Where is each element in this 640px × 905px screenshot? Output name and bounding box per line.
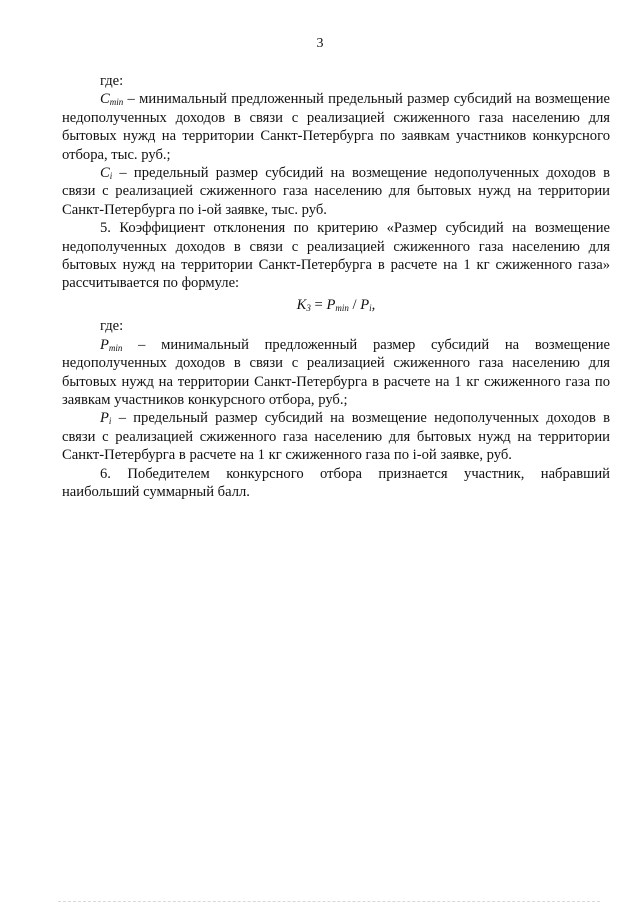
variable-p-min: $P_{min}$: [100, 336, 123, 353]
definition-p-i-text: – предельный размер субсидий на возмещение недополученных доходов в связи с реализацией сжиженного газа населению для бытовых нужд на территории Санкт-Петербурга в расчете на 1 кг сжиженного газа по i-ой заявке, руб.: [62, 410, 610, 464]
where-label-1: где:: [100, 73, 124, 89]
formula-k3: $K_3 = P_{min} / P_i$,: [296, 296, 376, 313]
variable-p-i: $P_i$: [100, 410, 112, 427]
definition-c-min: [62, 90, 610, 164]
definition-c-i: [62, 164, 610, 219]
where-label-2: где:: [100, 318, 124, 335]
document-body: [62, 72, 610, 501]
variable-c-min: $C_{min}$: [100, 91, 124, 108]
definition-p-min: [62, 336, 610, 410]
clause-5: 5. Коэффициент отклонения по критерию «Размер субсидий на возмещение недополученных доходов в связи с реализацией сжиженного газа населению для бытовых нужд на территории Санкт-Петербурга в расчете на 1 кг сжиженного газа» рассчитывается по формуле:: [62, 220, 610, 292]
variable-c-i: $C_i$: [100, 165, 113, 182]
definition-p-min-text: – минимальный предложенный размер субсидий на возмещение недополученных доходов в связи с реализацией сжиженного газа населению для бытовых нужд на территории Санкт-Петербурга в расчете на 1 кг сжиженного газа по заявкам участников конкурсного отбора, руб.;: [62, 336, 610, 408]
scan-artifact-line: [58, 901, 600, 902]
clause-6: 6. Победителем конкурсного отбора признается участник, набравший наибольший суммарный балл.: [62, 465, 610, 500]
definition-c-min-text: – минимальный предложенный предельный размер субсидий на возмещение недополученных доходов в связи с реализацией сжиженного газа населению для бытовых нужд на территории Санкт-Петербурга по заявкам участников конкурсного отбора, тыс. руб.;: [62, 91, 610, 163]
definition-c-i-text: – предельный размер субсидий на возмещение недополученных доходов в связи с реализацией сжиженного газа населению для бытовых нужд на территории Санкт-Петербурга по i-ой заявке, тыс. руб.: [62, 165, 610, 218]
page-number: 3: [316, 36, 324, 51]
definition-p-i: [62, 409, 610, 464]
